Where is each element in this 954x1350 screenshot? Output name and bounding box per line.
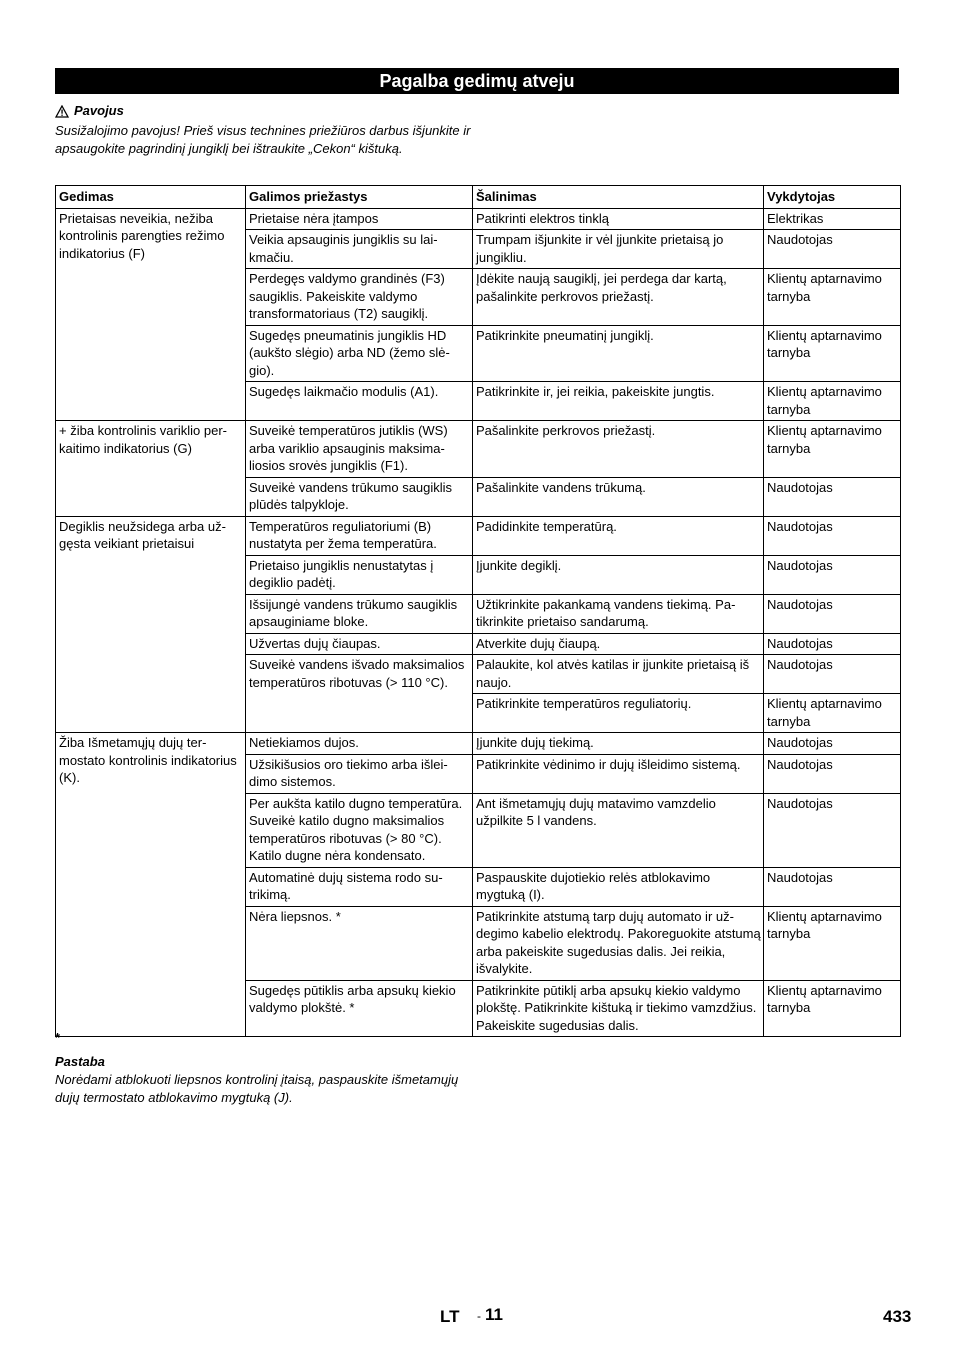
performer-cell: Klientų aptarnavimo tarnyba (764, 382, 901, 421)
table-row (56, 516, 901, 555)
performer-cell: Klientų aptarnavimo tarnyba (764, 694, 901, 733)
remedy-cell: Patikrinkite vėdinimo ir dujų išleidimo sistemą. (473, 754, 764, 793)
warning-text: Susižalojimo pavojus! Prieš visus technines priežiūros darbus išjunkite ir apsaugokite pagrindinį jungiklį bei ištraukite „Cekon“ kištuką. (55, 123, 471, 156)
footer-dash: - (477, 1309, 481, 1323)
fault-cell: Žiba Išmetamųjų dujų termostato kontrolinis indikatorius (K). (56, 733, 246, 1037)
section-title (55, 68, 899, 94)
cause-cell: Automatinė dujų sistema rodo sutrikimą. (246, 867, 473, 906)
performer-cell: Naudotojas (764, 867, 901, 906)
remedy-cell: Paspauskite dujotiekio relės atblokavimo mygtuką (I). (473, 867, 764, 906)
performer-cell: Elektrikas (764, 208, 901, 230)
performer-cell: Klientų aptarnavimo tarnyba (764, 269, 901, 326)
footer-page-value: 11 (485, 1305, 503, 1324)
performer-cell: Klientų aptarnavimo tarnyba (764, 325, 901, 382)
performer-cell: Klientų aptarnavimo tarnyba (764, 906, 901, 980)
cause-cell: Suveikė vandens išvado maksimalios temperatūros ribotuvas (> 110 °C). (246, 655, 473, 733)
table-body (56, 208, 901, 1037)
remedy-cell: Patikrinkite pneumatinį jungiklį. (473, 325, 764, 382)
cause-cell: Sugedęs pūtiklis arba apsukų kiekio valdymo plokštė. * (246, 980, 473, 1037)
remedy-cell: Padidinkite temperatūrą. (473, 516, 764, 555)
section-title-text: Pagalba gedimų atveju (379, 70, 575, 91)
remedy-cell: Pašalinkite perkrovos priežastį. (473, 421, 764, 478)
remedy-cell: Atverkite dujų čiaupą. (473, 633, 764, 655)
table-row (56, 733, 901, 755)
performer-cell: Klientų aptarnavimo tarnyba (764, 421, 901, 478)
cause-cell: Temperatūros reguliatoriumi (B) nustatyta per žema temperatūra. (246, 516, 473, 555)
remedy-cell: Įdėkite naują saugiklį, jei perdega dar kartą, pašalinkite perkrovos priežastį. (473, 269, 764, 326)
performer-cell: Naudotojas (764, 516, 901, 555)
fault-cell: Prietaisas neveikia, nežiba kontrolinis parengties režimo indikatorius (F) (56, 208, 246, 421)
warning-heading: Pavojus (74, 103, 124, 118)
column-header-fault: Gedimas (56, 186, 246, 209)
performer-cell: Naudotojas (764, 633, 901, 655)
note-heading: Pastaba (55, 1054, 105, 1069)
fault-cell: + žiba kontrolinis variklio perkaitimo indikatorius (G) (56, 421, 246, 517)
note-block (55, 1053, 475, 1107)
cause-cell: Prietaise nėra įtampos (246, 208, 473, 230)
footer-absolute-page: 433 (883, 1307, 912, 1326)
remedy-cell: Įjunkite dujų tiekimą. (473, 733, 764, 755)
remedy-cell: Įjunkite degiklį. (473, 555, 764, 594)
remedy-cell: Patikrinkite pūtiklį arba apsukų kiekio valdymo plokštę. Patikrinkite kištuką ir tiekimo vamzdžius. Pakeiskite sugedusias dalis. (473, 980, 764, 1037)
footnote-mark: * (55, 1030, 61, 1045)
performer-cell: Naudotojas (764, 555, 901, 594)
cause-cell: Netiekiamos dujos. (246, 733, 473, 755)
cause-cell: Išsijungė vandens trūkumo saugiklis apsauginiame bloke. (246, 594, 473, 633)
performer-cell: Naudotojas (764, 754, 901, 793)
cause-cell: Užsikišusios oro tiekimo arba išleidimo sistemos. (246, 754, 473, 793)
footer-language: LT (440, 1307, 460, 1326)
performer-cell: Naudotojas (764, 793, 901, 867)
performer-cell: Naudotojas (764, 733, 901, 755)
note-text: Norėdami atblokuoti liepsnos kontrolinį įtaisą, paspauskite išmetamųjų dujų termostato atblokavimo mygtuką (J). (55, 1072, 459, 1105)
cause-cell: Suveikė temperatūros jutiklis (WS) arba variklio apsauginis maksimaliosios srovės jungiklis (F1). (246, 421, 473, 478)
remedy-cell: Patikrinkite temperatūros reguliatorių. (473, 694, 764, 733)
remedy-cell: Užtikrinkite pakankamą vandens tiekimą. Patikrinkite prietaiso sandarumą. (473, 594, 764, 633)
performer-cell: Naudotojas (764, 477, 901, 516)
table-row (56, 421, 901, 478)
remedy-cell: Ant išmetamųjų dujų matavimo vamzdelio užpilkite 5 l vandens. (473, 793, 764, 867)
cause-cell: Sugedęs laikmačio modulis (A1). (246, 382, 473, 421)
fault-cell: Degiklis neužsidega arba užgęsta veikiant prietaisui (56, 516, 246, 733)
table-header-row (56, 186, 901, 209)
cause-cell: Per aukšta katilo dugno temperatūra. Suveikė katilo dugno maksimalios temperatūros ribotuvas (> 80 °C). Katilo dugne nėra kondensato. (246, 793, 473, 867)
footer-page-number (477, 1305, 503, 1325)
remedy-cell: Patikrinti elektros tinklą (473, 208, 764, 230)
column-header-remedy: Šalinimas (473, 186, 764, 209)
table-row (56, 208, 901, 230)
column-header-causes: Galimos priežastys (246, 186, 473, 209)
remedy-cell: Palaukite, kol atvės katilas ir įjunkite prietaisą iš naujo. (473, 655, 764, 694)
cause-cell: Suveikė vandens trūkumo saugiklis plūdės talpykloje. (246, 477, 473, 516)
troubleshooting-table (55, 185, 901, 1037)
performer-cell: Naudotojas (764, 230, 901, 269)
cause-cell: Užvertas dujų čiaupas. (246, 633, 473, 655)
column-header-performer: Vykdytojas (764, 186, 901, 209)
warning-triangle-icon (55, 105, 69, 118)
remedy-cell: Pašalinkite vandens trūkumą. (473, 477, 764, 516)
cause-cell: Veikia apsauginis jungiklis su laikmačiu. (246, 230, 473, 269)
cause-cell: Perdegęs valdymo grandinės (F3) saugiklis. Pakeiskite valdymo transformatoriaus (T2) saugiklį. (246, 269, 473, 326)
performer-cell: Naudotojas (764, 655, 901, 694)
performer-cell: Naudotojas (764, 594, 901, 633)
cause-cell: Sugedęs pneumatinis jungiklis HD (aukšto slėgio) arba ND (žemo slėgio). (246, 325, 473, 382)
performer-cell: Klientų aptarnavimo tarnyba (764, 980, 901, 1037)
remedy-cell: Patikrinkite atstumą tarp dujų automato ir uždegimo kabelio elektrodų. Pakoreguokite atstumą arba pakeiskite sugedusias dalis. Jei reikia, išvalykite. (473, 906, 764, 980)
danger-warning (55, 102, 475, 158)
remedy-cell: Patikrinkite ir, jei reikia, pakeiskite jungtis. (473, 382, 764, 421)
cause-cell: Prietaiso jungiklis nenustatytas į degiklio padėtį. (246, 555, 473, 594)
cause-cell: Nėra liepsnos. * (246, 906, 473, 980)
remedy-cell: Trumpam išjunkite ir vėl įjunkite prietaisą jo jungikliu. (473, 230, 764, 269)
